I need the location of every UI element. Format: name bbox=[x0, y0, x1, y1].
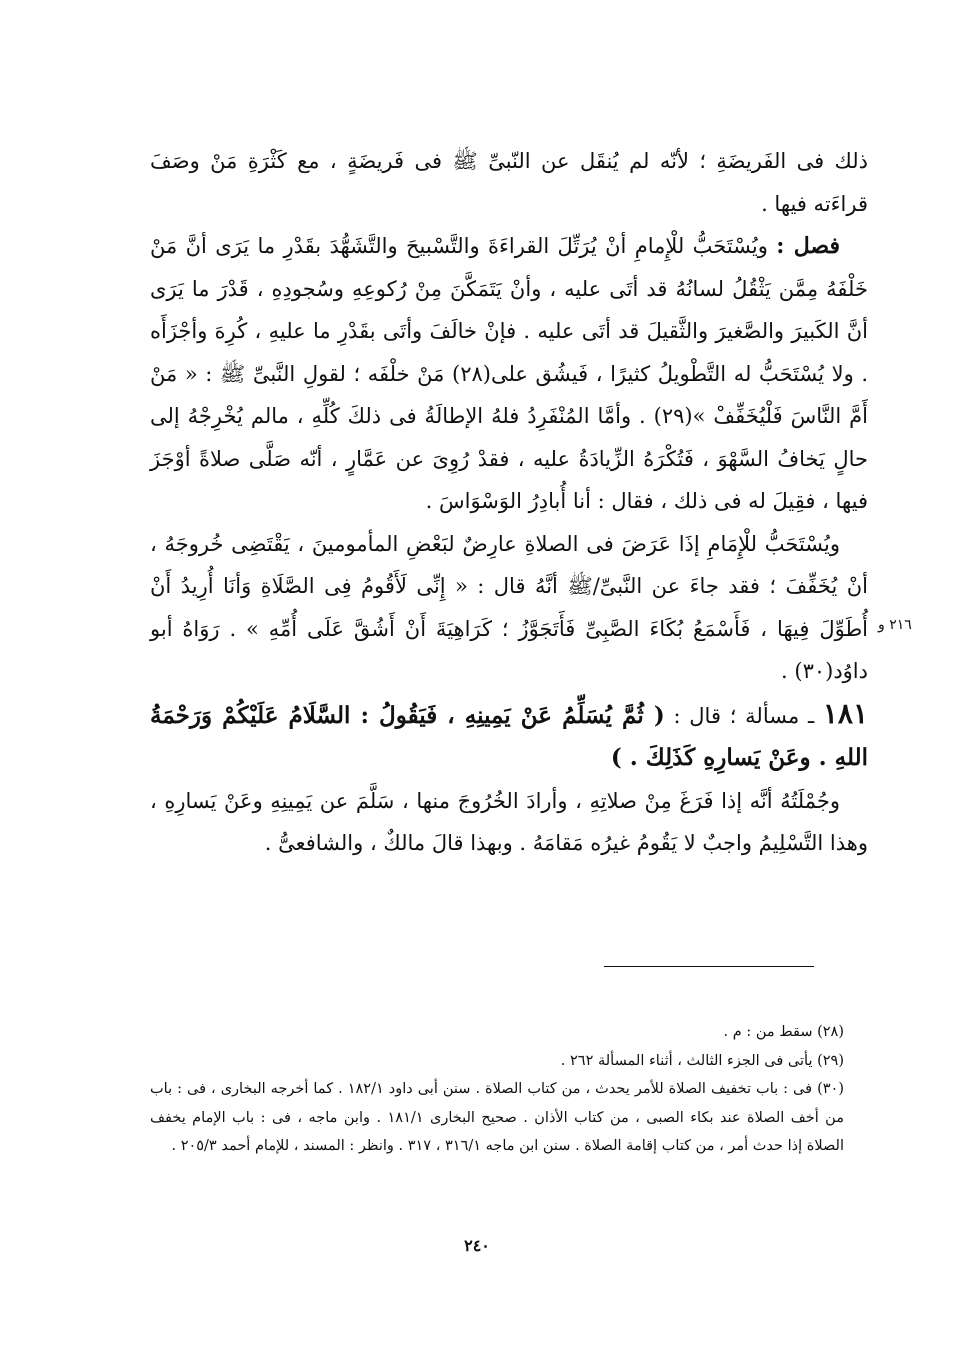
margin-note: ٢١٦ و bbox=[878, 617, 912, 633]
paragraph-continuation: ذلك فى الفَريضَةِ ؛ لأنّه لم يُنقَل عن النّبىِّ ﷺ فى فَريضَةٍ ، مع كَثْرَةِ مَنْ وصَفَ قراءَته فيها . bbox=[150, 149, 868, 216]
page-number: ٢٤٠ bbox=[464, 1236, 490, 1255]
footnote-divider bbox=[604, 966, 814, 967]
paragraph-fasl bbox=[150, 225, 868, 523]
footnote-28: (٢٨) سقط من : م . bbox=[723, 1024, 844, 1040]
section-label: فصل : bbox=[776, 233, 840, 259]
main-text bbox=[150, 140, 868, 865]
issue-heading bbox=[150, 693, 868, 780]
paragraph-explanation: وجُمْلَتُهُ أنَّه إذا فَرَغَ مِنْ صلاتِهِ ، وأرادَ الخُرُوجَ منها ، سَلَّمَ عن يَمِينِهِ وعَنْ يَسارِهِ ، وهذا التَّسْلِيمُ واجبٌ لا يَقُومُ غيرُه مَقامَهُ . وبهذا قالَ مالكٌ ، والشافعىُّ . bbox=[150, 788, 868, 855]
footnote-30: (٣٠) فى : باب تخفيف الصلاة للأمر يحدث ، من كتاب الصلاة . سنن أبى داود ١٨٢/١ . كما أخرجه البخارى ، فى : باب من أخف الصلاة عند بكاء الصبى ، من كتاب الأذان . صحيح البخارى ١٨١/١ . وابن ماجه ، فى : باب الإمام يخفف الصلاة إذا حدث أمر ، من كتاب إقامة الصلاة . سنن ابن ماجه ٣١٦/١ ، ٣١٧ . وانظر : المسند ، للإمام أحمد ٢٠٥/٣ . bbox=[150, 1081, 844, 1154]
footnotes bbox=[150, 1018, 844, 1161]
issue-quote: ( ثُمَّ يُسَلِّمُ عَنْ يَمِينِهِ ، فَيَقُولُ : السَّلَامُ عَلَيْكُمْ وَرَحْمَةُ اللهِ . وعَنْ يَسارِهِ كَذَلِكَ . ) bbox=[150, 701, 868, 771]
footnote-29: (٢٩) يأتى فى الجزء الثالث ، أثناء المسألة ٢٦٢ . bbox=[560, 1052, 844, 1069]
issue-intro: ـ مسألة ؛ قال : bbox=[673, 703, 815, 728]
paragraph-imam-lighten: ويُسْتَحَبُّ للْإِمَامِ إذَا عَرَضَ فى الصلاةِ عارِضٌ لبَعْضِ المأمومينَ ، يَقْتَضِى خُروجَهُ ، أنْ يُخَفِّفَ ؛ فقد جاءَ عن النَّبىِّ/ﷺ أنَّهُ قال : « إِنِّى لَأَقُومُ فِى الصَّلَاةِ وَأنَا أُرِيدُ أَنْ أُطَوِّلَ فِيهَا ، فَأَسْمَعُ بُكَاءَ الصَّبِىِّ فَأَتَجَوَّزُ ؛ كَرَاهِيَةَ أَنْ أَشُقَّ عَلَى أُمِّهِ » . رَوَاهُ أبو داوُد(٣٠) . bbox=[150, 531, 868, 683]
paragraph-fasl-text: ويُسْتَحَبُّ للْإِمامِ أنْ يُرَتِّلَ القراءَةَ والتَّسْبيحَ والتَّشَهُّدَ بقَدْرِ ما يَرَى أنَّ مَنْ خَلْفَهُ مِمَّن يَثْقُلُ لسانُهُ قد أتَى عليه ، وأنْ يَتَمَكَّنَ مِنْ رُكوعِهِ وسُجودِهِ ، قَدْرَ ما يَرَى أنَّ الكَبيرَ والصَّغيرَ والثَّقيلَ قد أتَى عليه . فإنْ خالَفَ وأتَى بقَدْرِ ما عليهِ ، كُرِهَ وأجْزَأَه . ولا يُسْتَحَبُّ له التَّطْويلُ كثيرًا ، فَيشُق على(٢٨) مَنْ خلْفَه ؛ لقولِ النَّبىِّ ﷺ : « مَنْ أَمَّ النَّاسَ فَلْيُخَفِّفْ »(٢٩) . وأمَّا المُنْفَرِدُ فلهُ الإطالَةُ فى ذلكَ كُلِّهِ ، مالم يُخْرِجْهُ إلى حالٍ يَخافُ السَّهْوَ ، فَتُكْرَهُ الزِّيادَةُ عليه ، فقدْ رُوِىَ عن عَمَّارٍ ، أنّه صَلَّى صلاةً أوْجَزَ فيها ، فقِيلَ له فى ذلك ، فقال : أنا أُبادِرُ الوَسْوَاسَ . bbox=[150, 234, 869, 513]
issue-number: ١٨١ bbox=[822, 696, 868, 730]
